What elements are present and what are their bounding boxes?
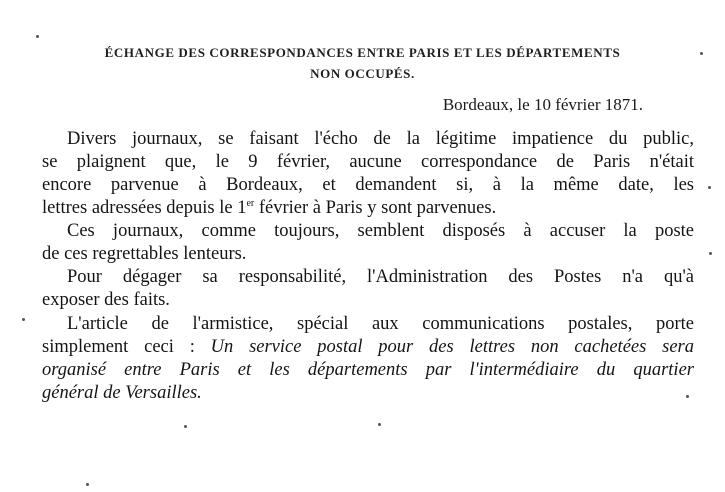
paragraph-4-line-1: L'article de l'armistice, spécial aux communications postales, porte <box>67 314 694 334</box>
scan-speck <box>700 52 703 55</box>
paragraph-1-line-4-start: lettres adressées depuis le 1 <box>42 198 247 218</box>
scan-speck <box>686 395 689 398</box>
scan-speck <box>22 318 25 321</box>
paragraph-3-line-1: Pour dégager sa responsabilité, l'Administration des Postes n'a qu'à <box>67 267 694 287</box>
scan-speck <box>86 483 89 486</box>
document-title-line-1: ÉCHANGE DES CORRESPONDANCES ENTRE PARIS ET LES DÉPARTEMENTS <box>104 45 621 60</box>
paragraph-1-line-2: se plaignent que, le 9 février, aucune correspondance de Paris n'était <box>42 152 694 172</box>
scan-speck <box>184 425 187 428</box>
scan-speck <box>378 423 381 426</box>
scan-speck <box>709 252 712 255</box>
paragraph-3-line-2: exposer des faits. <box>42 290 170 310</box>
paragraph-4-line-3: organisé entre Paris et les départements par l'intermédiaire du quartier <box>42 360 694 380</box>
ordinal-superscript: er <box>246 197 255 209</box>
paragraph-1-line-3: encore parvenue à Bordeaux, et demandent si, à la même date, les <box>42 175 694 195</box>
paragraph-4-line-4: général de Versailles. <box>42 383 202 403</box>
paragraph-4-line-2-start: simplement ceci : <box>42 337 211 357</box>
scan-speck <box>36 35 39 38</box>
paragraph-2-line-2: de ces regrettables lenteurs. <box>42 244 247 264</box>
dateline: Bordeaux, le 10 février 1871. <box>442 95 643 114</box>
paragraph-1-line-4-end: février à Paris y sont parvenues. <box>254 198 497 218</box>
paragraph-1-line-4 <box>42 197 694 219</box>
paragraph-1-line-1: Divers journaux, se faisant l'écho de la légitime impatience du public, <box>67 129 694 149</box>
paragraph-2-line-1: Ces journaux, comme toujours, semblent disposés à accuser la poste <box>67 221 694 241</box>
paragraph-4-line-2 <box>42 336 694 358</box>
document-title-line-2: NON OCCUPÉS. <box>310 66 415 81</box>
paragraph-4-quote-start: Un service postal pour des lettres non cachetées sera <box>210 337 694 357</box>
scan-speck <box>708 186 711 189</box>
